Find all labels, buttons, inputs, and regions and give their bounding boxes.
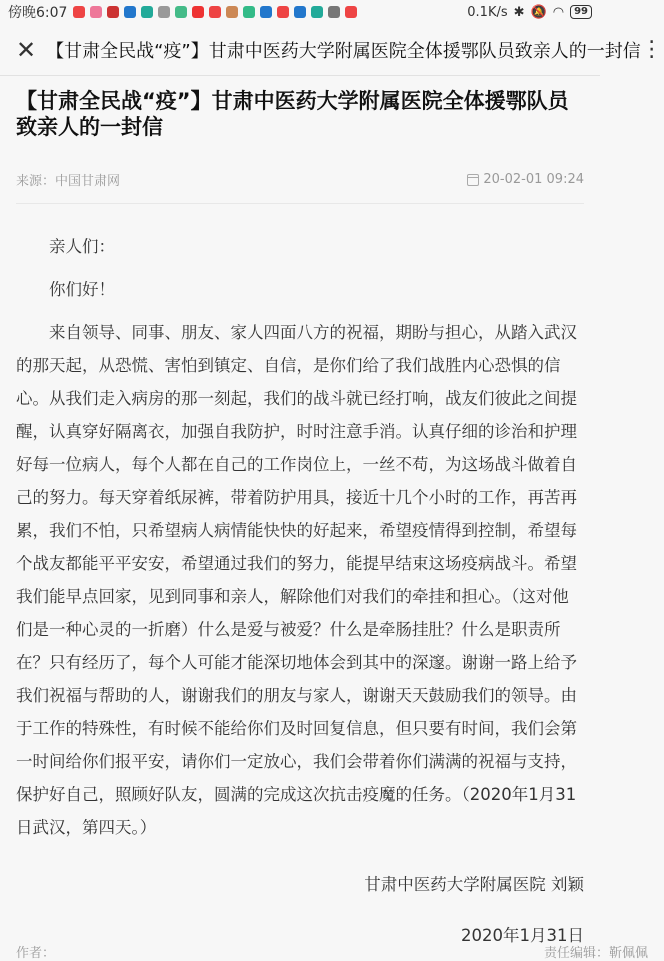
status-time: 傍晚6:07 — [8, 5, 68, 21]
notification-icon — [260, 6, 272, 18]
calendar-icon — [467, 174, 479, 186]
article-date — [467, 172, 584, 187]
wifi-icon: ◠ — [552, 4, 565, 20]
notification-icon — [141, 6, 153, 18]
battery-icon: 99 — [570, 5, 592, 19]
bluetooth-icon: ✱ — [513, 4, 525, 20]
toolbar-title: 【甘肃全民战“疫”】甘肃中医药大学附属医院全体援鄂队员致亲人的一封信 — [46, 40, 641, 62]
notification-icon — [73, 6, 85, 18]
notification-icon — [277, 6, 289, 18]
close-icon[interactable]: ✕ — [16, 35, 37, 64]
network-speed: 0.1K/s — [467, 4, 508, 20]
salutation: 亲人们： — [49, 237, 115, 256]
notification-icon — [209, 6, 221, 18]
notification-icon — [226, 6, 238, 18]
notification-icon — [328, 6, 340, 18]
author-label: 作者： — [16, 946, 56, 961]
notification-icon — [192, 6, 204, 18]
signature: 甘肃中医药大学附属医院 刘颖 — [364, 875, 584, 894]
notification-icon — [243, 6, 255, 18]
notification-icon — [294, 6, 306, 18]
notification-icon — [158, 6, 170, 18]
editor-label: 责任编辑：靳佩佩 — [543, 946, 648, 961]
notification-icons — [73, 6, 467, 18]
notification-icon — [345, 6, 357, 18]
more-options-icon[interactable]: ⋮ — [640, 37, 664, 62]
toolbar — [0, 24, 664, 76]
status-right — [467, 5, 592, 20]
status-bar — [0, 0, 600, 24]
notification-icon — [90, 6, 102, 18]
notification-icon — [107, 6, 119, 18]
article-meta — [16, 170, 584, 204]
notification-icon — [311, 6, 323, 18]
greeting: 你们好！ — [49, 280, 115, 299]
article-footer — [16, 942, 648, 961]
letter-body: 来自领导、同事、朋友、家人四面八方的祝福，期盼与担心，从踏入武汉的那天起，从恐慌、害怕到镇定、自信，是你们给了我们战胜内心恐惧的信心。从我们走入病房的那一刻起，我们的战斗就已经打响，战友们彼此之间提醒，认真穿好隔离衣，加强自我防护，时时注意手消。认真仔细的诊治和护理好每一位病人，每个人都在自己的工作岗位上，一丝不苟，为这场战斗做着自己的努力。每天穿着纸尿裤，带着防护用具，接近十几个小时的工作，再苦再累，我们不怕，只希望病人病情能快快的好起来，希望疫情得到控制，希望每个战友都能平平安安，希望通过我们的努力，能提早结束这场疫病战斗。希望我们能早点回家，见到同事和亲人，解除他们对我们的牵挂和担心。（这对他们是一种心灵的一折磨）什么是爱与被爱？什么是牵肠挂肚？什么是职责所在？只有经历了，每个人可能才能深切地体会到其中的深邃。谢谢一路上给予我们祝福与帮助的人，谢谢我们的朋友与家人，谢谢天天鼓励我们的领导。由于工作的特殊性，有时候不能给你们及时回复信息，但只要有时间，我们会第一时间给你们报平安，请你们一定放心，我们会带着你们满满的祝福与支持，保护好自己，照顾好队友，圆满的完成这次抗击疫魔的任务。（2020年1月31日武汉，第四天。） — [16, 323, 577, 837]
article-source: 来源：中国甘肃网 — [16, 174, 121, 189]
article-title: 【甘肃全民战“疫”】甘肃中医药大学附属医院全体援鄂队员致亲人的一封信 — [16, 89, 569, 139]
notification-icon — [175, 6, 187, 18]
article-body — [16, 230, 584, 952]
article-date-text: 20-02-01 09:24 — [483, 172, 584, 187]
article — [0, 76, 600, 952]
signature-date: 2020年1月31日 — [461, 926, 584, 945]
notification-icon — [124, 6, 136, 18]
mute-icon: 🔕 — [530, 4, 547, 20]
